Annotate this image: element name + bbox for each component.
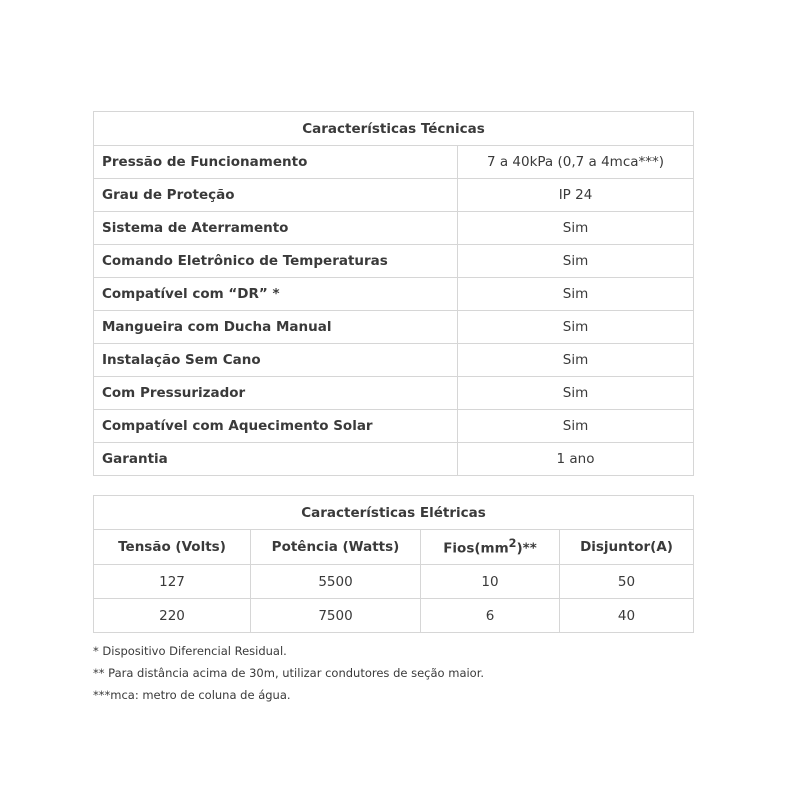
technical-specs-title: Características Técnicas: [94, 112, 694, 146]
spec-label: Grau de Proteção: [94, 179, 458, 212]
spec-value: 1 ano: [458, 443, 694, 476]
table-caption-row: [94, 112, 694, 146]
footnote: * Dispositivo Diferencial Residual.: [93, 644, 287, 658]
table-header-row: [94, 530, 694, 565]
spec-label: Compatível com “DR” *: [94, 278, 458, 311]
spec-label: Sistema de Aterramento: [94, 212, 458, 245]
spec-label: Comando Eletrônico de Temperaturas: [94, 245, 458, 278]
spec-value: IP 24: [458, 179, 694, 212]
table-row: [94, 179, 694, 212]
table-row: [94, 278, 694, 311]
table-row: [94, 245, 694, 278]
power-cell: 7500: [251, 599, 421, 633]
table-row: [94, 212, 694, 245]
footnote: ***mca: metro de coluna de água.: [93, 688, 291, 702]
wires-cell: 10: [421, 565, 560, 599]
table-row: [94, 443, 694, 476]
electrical-specs-table: [93, 495, 694, 633]
breaker-cell: 50: [560, 565, 694, 599]
breaker-header: Disjuntor(A): [560, 530, 694, 565]
spec-value: Sim: [458, 212, 694, 245]
spec-label: Compatível com Aquecimento Solar: [94, 410, 458, 443]
spec-value: Sim: [458, 311, 694, 344]
wires-header-suffix: )**: [516, 540, 537, 557]
power-header: Potência (Watts): [251, 530, 421, 565]
table-row: [94, 565, 694, 599]
spec-label: Garantia: [94, 443, 458, 476]
power-cell: 5500: [251, 565, 421, 599]
table-row: [94, 311, 694, 344]
technical-specs-table: [93, 111, 694, 476]
spec-label: Com Pressurizador: [94, 377, 458, 410]
wires-header-superscript: 2: [508, 537, 517, 551]
spec-value: Sim: [458, 410, 694, 443]
table-row: [94, 599, 694, 633]
spec-sheet: [93, 111, 693, 706]
electrical-specs-title: Características Elétricas: [94, 496, 694, 530]
voltage-cell: 127: [94, 565, 251, 599]
table-row: [94, 377, 694, 410]
wires-header: [421, 530, 560, 565]
voltage-header: Tensão (Volts): [94, 530, 251, 565]
table-caption-row: [94, 496, 694, 530]
spec-value: Sim: [458, 344, 694, 377]
breaker-cell: 40: [560, 599, 694, 633]
spec-value: Sim: [458, 377, 694, 410]
wires-cell: 6: [421, 599, 560, 633]
spec-label: Mangueira com Ducha Manual: [94, 311, 458, 344]
table-row: [94, 344, 694, 377]
table-row: [94, 410, 694, 443]
spec-label: Instalação Sem Cano: [94, 344, 458, 377]
footnotes: [93, 640, 693, 706]
voltage-cell: 220: [94, 599, 251, 633]
spec-value: Sim: [458, 245, 694, 278]
wires-header-prefix: Fios(mm: [443, 540, 509, 557]
spec-label: Pressão de Funcionamento: [94, 146, 458, 179]
spec-value: 7 a 40kPa (0,7 a 4mca***): [458, 146, 694, 179]
footnote: ** Para distância acima de 30m, utilizar condutores de seção maior.: [93, 666, 485, 680]
spec-value: Sim: [458, 278, 694, 311]
table-row: [94, 146, 694, 179]
